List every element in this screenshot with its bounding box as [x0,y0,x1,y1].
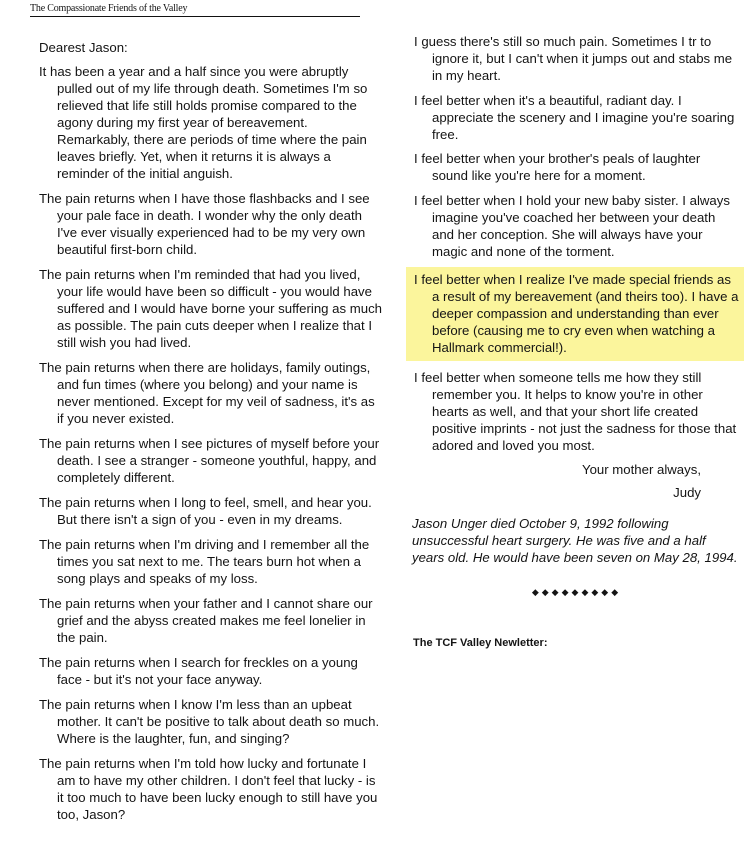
salutation: Dearest Jason: [39,40,128,55]
left-column [39,39,384,831]
paragraph: The pain returns when I see pictures of myself before your death. I see a stranger - someone youthful, happy, and completely different. [39,436,380,485]
paragraph: The pain returns when I'm driving and I remember all the times you sat next to me. The tears burn hot when a song plays and speaks of my loss. [39,537,370,586]
paragraph: I feel better when your brother's peals of laughter sound like you're here for a moment. [414,151,701,183]
header-rule [30,16,360,17]
paragraph: The pain returns when I'm told how lucky and fortunate I am to have my other children. I don't feel that lucky - is it too much to have been lucky enough to still have you too, Jason? [39,756,378,822]
highlighted-paragraph: I feel better when I realize I've made special friends as a result of my bereavement (and theirs too). I have a deeper compassion and understanding than ever before (causing me to cry even when watching a Hallmark commercial!). [406,267,744,361]
paragraph: I feel better when I hold your new baby sister. I always imagine you've coached her between your death and her conception. She will always have your magic and none of the torment. [414,192,730,259]
paragraph: I guess there's still so much pain. Sometimes I tr to ignore it, but I can't when it jumps out and stabs me in my heart. [414,34,733,83]
signature: Judy [673,485,701,500]
newsletter-footer-title: The TCF Valley Newletter: [413,637,548,649]
paragraph: The pain returns when your father and I cannot share our grief and the abyss created makes me feel lonelier in the pain. [39,596,373,645]
memorial-note: Jason Unger died October 9, 1992 following unsuccessful heart surgery. He was five and a half years old. He would have been seven on May 28, 1994. [412,516,738,565]
paragraph: The pain returns when there are holidays, family outings, and fun times (where you belong) and your name is never mentioned. Except for my veil of sadness, it's as if you never existed. [39,360,375,426]
diamond-divider: ◆◆◆◆◆◆◆◆◆ [531,587,622,597]
paragraph: The pain returns when I long to feel, smell, and hear you. But there isn't a sign of you - even in my dreams. [39,495,372,527]
right-column [414,33,739,652]
paragraph: I feel better when someone tells me how they still remember you. It helps to know you're in other hearts as well, and that your short life created positive imprints - not just the sadness for those that adored and loved you most. [414,369,737,453]
paragraph: I feel better when it's a beautiful, radiant day. I appreciate the scenery and I imagine you're soaring free. [414,92,735,142]
signoff: Your mother always, [582,462,701,477]
newsletter-header: The Compassionate Friends of the Valley [30,3,188,14]
paragraph: The pain returns when I search for freckles on a young face - but it's not your face anyway. [39,655,358,687]
paragraph: The pain returns when I'm reminded that had you lived, your life would have been so difficult - you would have suffered and I would have borne your suffering as much as possible. The pain cuts deeper when I realize that I still wish you had lived. [39,267,383,350]
paragraph: The pain returns when I know I'm less than an upbeat mother. It can't be positive to talk about death so much. Where is the laughter, fun, and singing? [39,697,380,746]
paragraph: The pain returns when I have those flashbacks and I see your pale face in death. I wonder why the only death I've ever visually experienced had to be my very own beautiful first-born child. [39,191,370,257]
paragraph: It has been a year and a half since you were abruptly pulled out of my life through death. Sometimes I'm so relieved that life still holds promise compared to the agony during my first year of bereavement. Remarkably, there are periods of time where the pain leaves briefly. Yet, when it returns it is always a reminder of the initial anguish. [39,64,368,181]
